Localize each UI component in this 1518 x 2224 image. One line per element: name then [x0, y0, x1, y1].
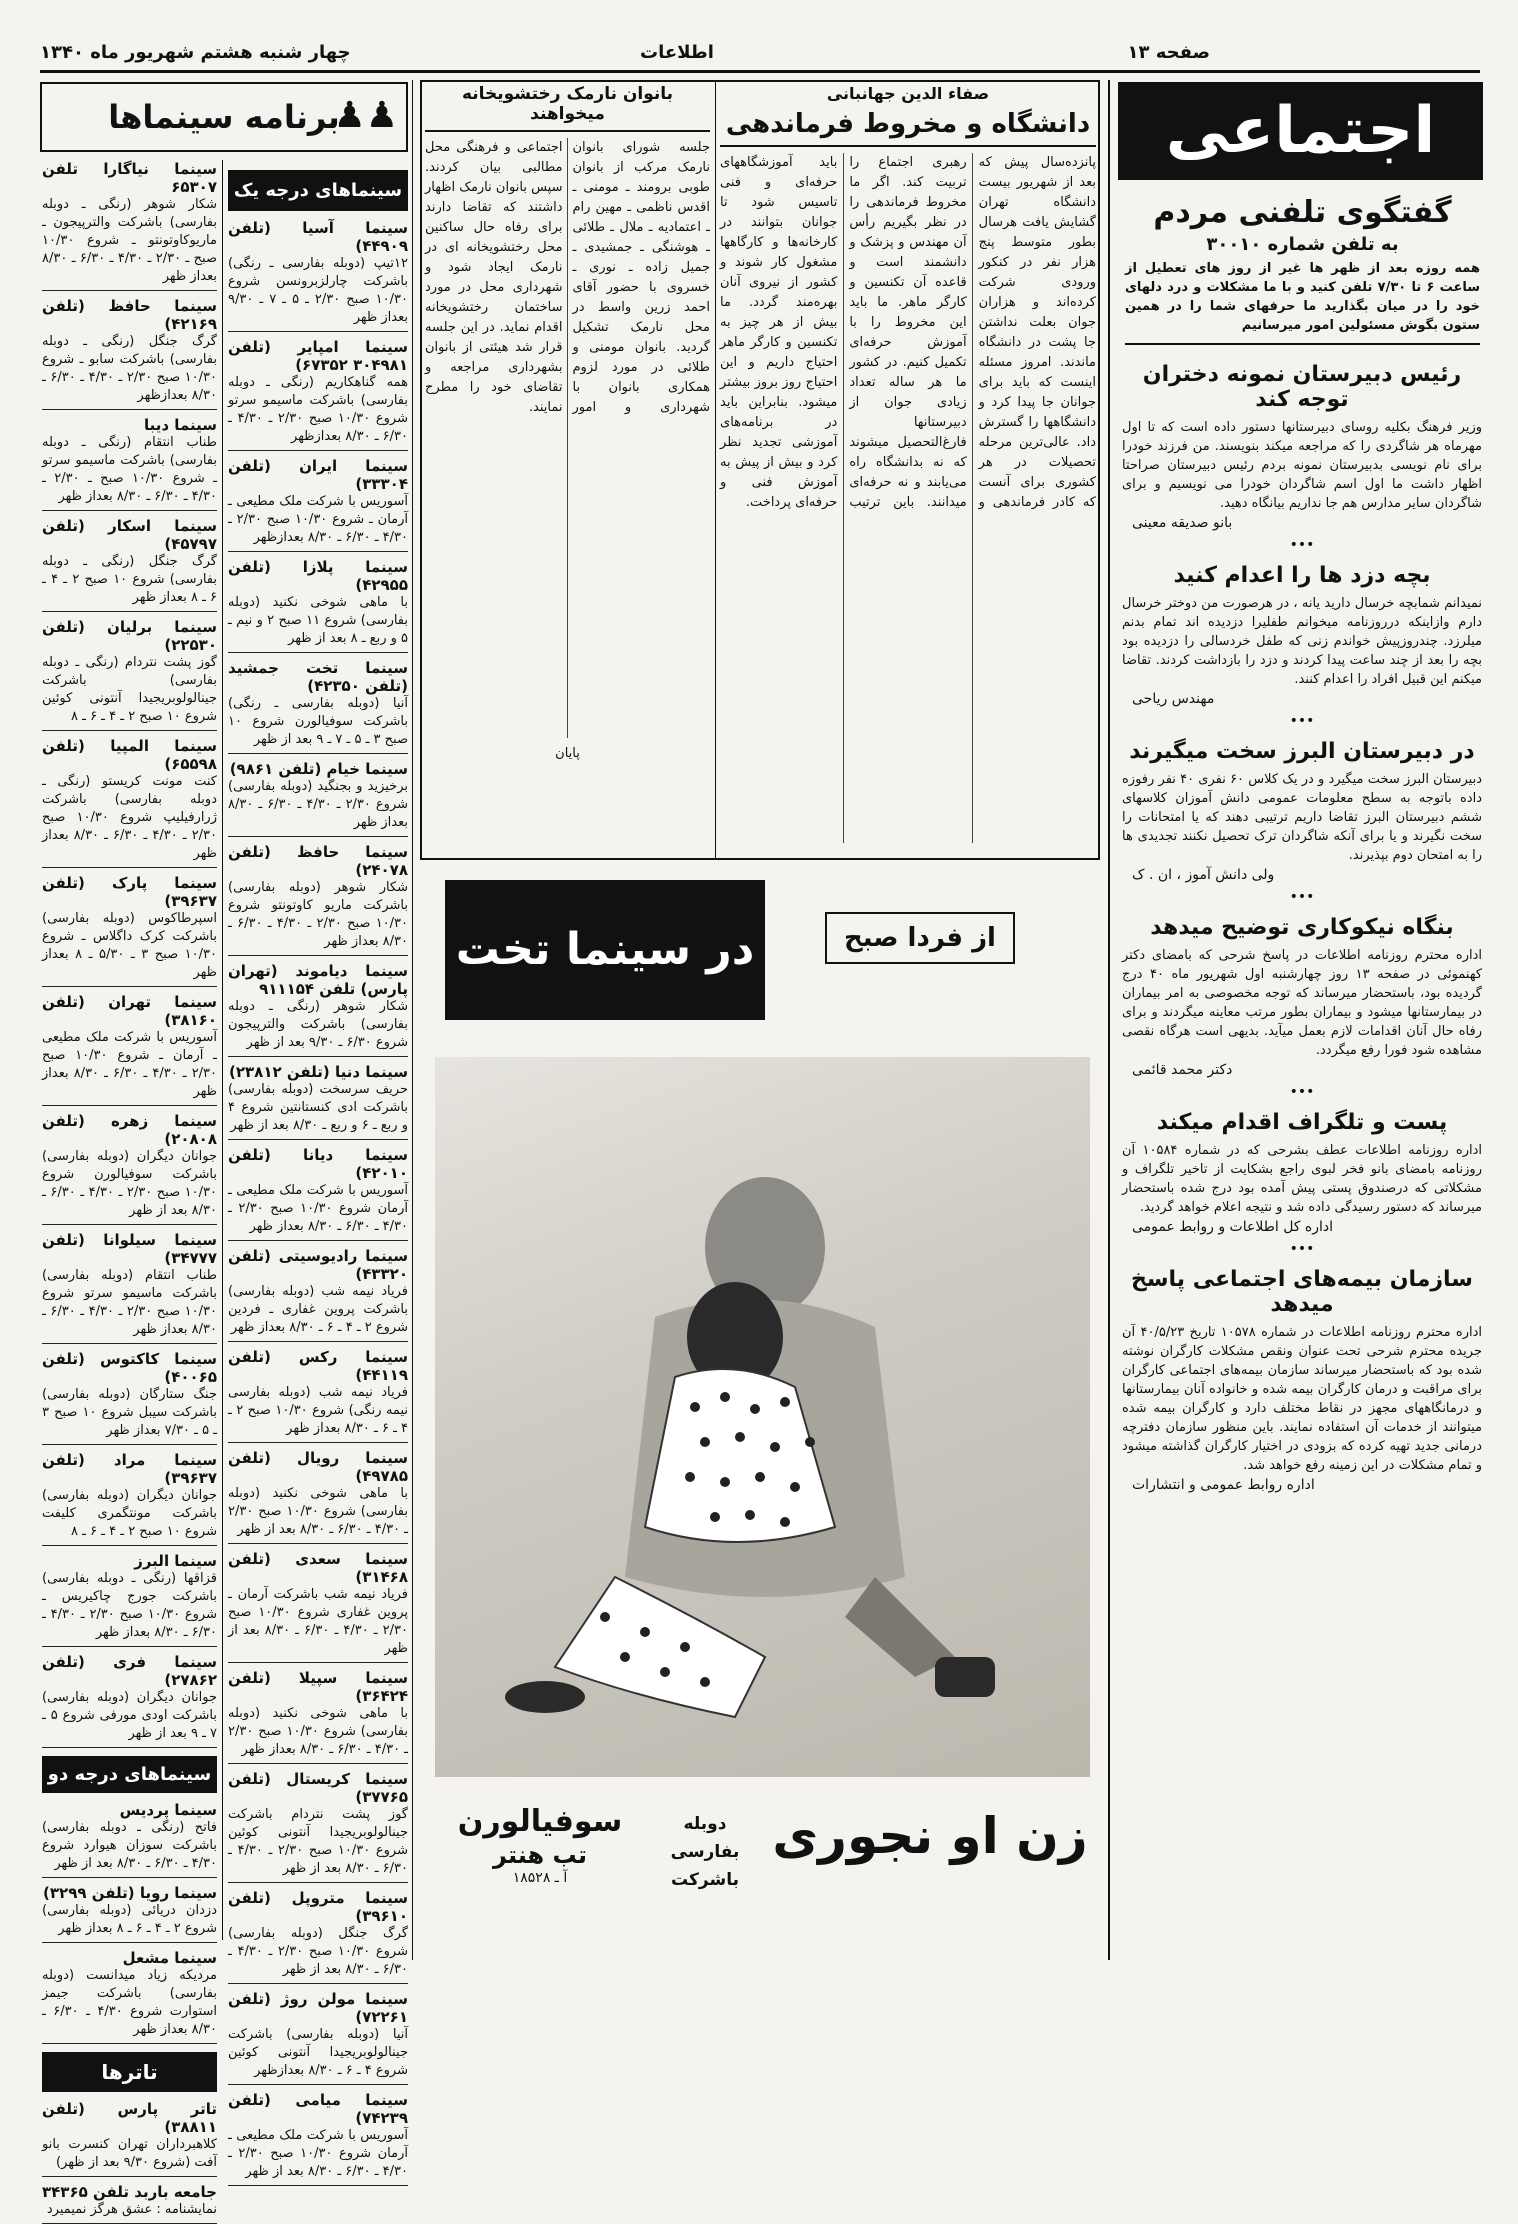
cinema-list	[42, 160, 217, 1748]
cinema-entry	[42, 737, 217, 868]
cinema-name: سینما برلیان (تلفن ۲۲۵۳۰)	[42, 618, 217, 654]
right-col-divider	[1108, 80, 1110, 1960]
cinema-name: سینما دیاموند (تهران پارس) تلفن ۹۱۱۱۵۴	[228, 962, 408, 998]
left-col-divider	[412, 80, 413, 1960]
cinema-entry	[228, 659, 408, 754]
cinema-name: سینما رویال (تلفن ۴۹۷۸۵)	[228, 1449, 408, 1485]
cinema-program: فریاد نیمه شب (دوبله بفارسی نیمه رنگی) شروع ۱۰/۳۰ صبح ۲ ـ ۴ ـ ۶ ـ ۸/۳۰ بعداز ظهر	[228, 1385, 408, 1436]
ad-studio: تب هنتر	[493, 1841, 587, 1869]
cinema-program: جنگ ستارگان (دوبله بفارسی) باشرکت سیبل شروع ۱۰ صبح ۳ ـ ۵ ـ ۷/۳۰ بعداز ظهر	[42, 1387, 217, 1438]
cinema-entry	[228, 219, 408, 332]
cinema-program: همه گناهکاریم (رنگی ـ دوبله بفارسی) باشرکت ماسیمو سرتو شروع ۱۰/۳۰ صبح ۲/۳۰ ـ ۴/۳۰ ـ ۶/۳۰ ـ ۸/۳۰ بعدازظهر	[228, 375, 408, 444]
cinema-program: حریف سرسخت (دوبله بفارسی) باشرکت ادی کنستانتین شروع ۴ و ربع ـ ۶ و ربع ـ ۸/۳۰ بعد از ظهر	[228, 1082, 408, 1133]
letter-2	[1122, 563, 1482, 707]
cinema-name: سینما متروپل (تلفن ۳۹۶۱۰)	[228, 1889, 408, 1925]
cinema-entry	[228, 1770, 408, 1883]
cinema-entry	[228, 558, 408, 653]
cinema-name: سینما سیلوانا (تلفن ۳۴۷۷۷)	[42, 1231, 217, 1267]
first-class-header: سینماهای درجه یک	[228, 170, 408, 211]
cinema-name: سینما دنیا (تلفن ۲۳۸۱۲)	[229, 1063, 408, 1081]
issue-date: چهار شنبه هشتم شهریور ماه ۱۳۴۰	[40, 42, 351, 63]
cinema-entry	[42, 1801, 217, 1878]
letter-6-title: سازمان بیمه‌های اجتماعی پاسخ میدهد	[1131, 1267, 1473, 1317]
cinema-name: سینما میامی (تلفن ۷۴۲۳۹)	[228, 2091, 408, 2127]
cinema-program: آنیا (دوبله بفارسی ـ رنگی) باشرکت سوفیالورن شروع ۱۰ صبح ۳ ـ ۵ ـ ۷ ـ ۹ بعد از ظهر	[228, 696, 408, 747]
cinema-first-class	[228, 160, 409, 2179]
cinema-name: سینما سپیلا (تلفن ۳۶۴۲۴)	[228, 1669, 408, 1705]
cinema-program: کنت مونت کریستو (رنگی ـ دوبله بفارسی) باشرکت ژرارفیلیپ شروع ۱۰/۳۰ صبح ۲/۳۰ ـ ۴/۳۰ ـ ۶/۳۰ ـ ۸/۳۰ بعداز ظهر	[42, 774, 218, 861]
theaters-list	[42, 2100, 217, 2224]
cinema-entry	[228, 1550, 408, 1663]
cinema-entry	[42, 160, 217, 291]
letter-6	[1122, 1267, 1482, 1493]
cinema-program: گوز پشت نتردام باشرکت جینالولوبریجیدا آنتونی کوئین شروع ۱۰/۳۰ صبح ۲/۳۰ ـ ۴/۳۰ ـ ۶/۳۰ ـ ۸/۳۰ بعد از ظهر	[228, 1807, 408, 1876]
letter-5-signature: اداره کل اطلاعات و روابط عمومی	[1132, 1219, 1334, 1235]
cinema-name: سینما ایران (تلفن ۳۳۳۰۴)	[228, 457, 408, 493]
article-university-title: دانشگاه و مخروط فرماندهی	[720, 109, 1096, 147]
cinema-entry	[228, 1990, 408, 2085]
cinema-name: سینما کریستال (تلفن ۳۷۷۶۵)	[228, 1770, 408, 1806]
ad-code: آ ـ ۱۸۵۲۸	[512, 1870, 568, 1886]
cinema-entry	[42, 1112, 217, 1225]
article-university-body: پانزده‌سال پیش که بعد از شهریور بیست دانشگاه تهران گشایش یافت هرسال بطور متوسط پنج هزار نفر در کنکور ورودی شرکت کرده‌اند و هزاران جوان بعلت نداشتن جا پشت در دانشگاه ماندند. امروز مسئله اینست که باید برای جوانان جا پیدا کرد و دانشگاهها را گسترش داد. عالی‌ترین مرحله تحصیلات در هر کشوری برای آنست که کادر فرماندهی و رهبری اجتماع را تربیت کند. اگر ما مخروط فرماندهی را در نظر بگیریم رأس آن مهندس و پزشک و دانشمند است و قاعده آن تکنسین و کارگر ماهر. ما باید این مخروط را با آموزش حرفه‌ای تکمیل کنیم. در کشور ما هر ساله تعداد زیادی جوان از دبیرستانها فارغ‌التحصیل میشوند که نه بدانشگاه راه می‌یابند و نه حرفه‌ای میدانند. باین ترتیب باید آموزشگاههای حرفه‌ای و فنی تاسیس شود تا جوانان بتوانند در کارخانه‌ها و کارگاهها مشغول کار شوند و کشور از نیروی آنان بهره‌مند گردد. ما بیش از هر چیز به تکنسین و کارگر ماهر احتیاج داریم و این احتیاج روز بروز بیشتر میشود. بنابراین باید در برنامه‌های آموزشی تجدید نظر کرد و بیش از پیش به آموزش فنی و حرفه‌ای پرداخت.	[720, 155, 1096, 510]
cinema-list-left	[42, 160, 218, 2217]
letter-3-body: دبیرستان البرز سخت میگیرد و در یک کلاس ۶۰ نفری ۴۰ نفر رفوزه داده باتوجه به سطح معلومات عمومی دانش آموزان کلاسهای ششم دبیرستان البرز تقاضا داریم ترتیبی دهند که یا امتحانات را سخت نگیرند و یا برای آنکه شاگردان ترک تحصیل نکنند تجدیدی ها را به امتحان دوم بپذیرند.	[1122, 772, 1482, 863]
cinema-program: جوانان دیگران (دوبله بفارسی) باشرکت سوفیالورن شروع ۱۰/۳۰ صبح ۲/۳۰ ـ ۴/۳۰ ـ ۶/۳۰ ـ ۸/۳۰ بعد از ظهر	[42, 1149, 217, 1218]
cinema-entry	[42, 1653, 217, 1748]
ad-dubbed	[650, 1810, 760, 1890]
second-class-list	[42, 1801, 217, 2044]
letter-1	[1122, 362, 1482, 531]
second-class-header: سینماهای درجه دو	[42, 1756, 217, 1793]
ad-with-label: باشرکت	[671, 1870, 739, 1890]
cinema-name: سینما سعدی (تلفن ۳۱۴۶۸)	[228, 1550, 408, 1586]
article-narmak-body: جلسه شورای بانوان نارمک مرکب از بانوان طوبی برومند ـ مومنی ـ اقدس ناظمی ـ مهین رام ـ اعتمادیه ـ ملال ـ طلائی ـ هوشنگی ـ جمشیدی ـ جمیل زاده ـ نوری ـ خسروی با حضور آقای احمد زرین واسط در محل نارمک تشکیل گردید. بانوان مومنی و طلائی در مورد لزوم همکاری بانوان با شهرداری و امور اجتماعی و فرهنگی محل مطالبی بیان کردند. سپس بانوان نارمک اظهار داشتند که تقاضا دارند برای رفاه حال ساکنین محل رختشویخانه ای در نارمک ایجاد شود و شهرداری محل در مورد ساختمان رختشویخانه اقدام نماید. در این جلسه قرار شد هیئتی از بانوان بشهرداری مراجعه و تقاضای خود را مطرح نمایند.	[424, 140, 710, 415]
letter-4-body: اداره محترم روزنامه اطلاعات در پاسخ شرحی که بامضای دکتر کهنموئی در صفحه ۱۳ روز چهارشنبه اول شهریور ماه ۴۰ درج گردیده بود، باستحضار میرساند که توجه مخصوصی به امر بیماران در بیمارستانها میشود و بیماران بطور مرتب معاینه میگردند و برای رفاه حال آنان اقدامات لازم بعمل میآید. بدیهی است هرگاه نقصی مشاهده شود فورا رفع میگردد.	[1122, 948, 1483, 1058]
cinema-name: سینما رویا (تلفن ۳۲۹۹)	[43, 1884, 217, 1902]
cinema-name: سینما رادیوسیتی (تلفن ۴۳۳۲۰)	[228, 1247, 408, 1283]
cinema-entry	[228, 457, 408, 552]
letters-column: رئیس دبیرستان نمونه دختران توجه کند وزیر فرهنگ بکلیه روسای دبیرستانها دستور داده است که تا اول مهرماه هر شاگردی را که مراجعه میکند بنویسند. من فرزند خودرا برای نام نویسی بدبیرستان نمونه بردم رئیس دبیرستان صراحتا اظهار داشت ما اول اسم شاگردان خودرا می نویسیم و برای شاگردان سایر مدارس هم جا نداریم بیانگاه دهید. بانو صدیقه معینی ••• بچه دزد ها را اعدام کنید نمیدانم شمابچه خرسال دارید یانه ، در هرصورت من دوختر خرسال دارم وازاینکه درروزنامه میخوانم طفلیرا دزدیده اند تمام بدنم میلرزد. چندروزپیش خواندم زنی که طفل خردسالی را دزدیده بود بچه را بعد از چند ساعت پیدا کردند و دزد را بازداشت کردند. تقاضا میکنم این قبیل افراد را اعدام کنند. مهندس ریاحی ••• در دبیرستان البرز سخت میگیرند دبیرستان البرز سخت میگیرد و در یک کلاس ۶۰ نفری ۴۰ نفر رفوزه داده باتوجه به سطح معلومات عمومی دانش آموزان کلاسهای ششم دبیرستان البرز تقاضا داریم ترتیبی دهند که یا امتحانات را سخت نگیرند و یا برای آنکه شاگردان ترک تحصیل نکنند تجدیدی ها را به امتحان دوم بپذیرند. ولی دانش آموز ، ان . ک ••• بنگاه نیکوکاری توضیح میدهد اداره محترم روزنامه اطلاعات در پاسخ شرحی که بامضای دکتر کهنموئی در صفحه ۱۳ روز چهارشنبه اول شهریور ماه ۴۰ درج گردیده بود، باستحضار میرساند که توجه مخصوصی به امر بیماران در بیمارستانها میشود و بیماران بطور مرتب معاینه میگردند و برای رفاه حال آنان اقدامات لازم بعمل میآید. بدیهی است هرگاه نقصی مشاهده شود فورا رفع میگردد. دکتر محمد قائمی ••• پست و تلگراف اقدام میکند اداره روزنامه اطلاعات عطف بشرحی که در شماره ۱۰۵۸۴ آن روزنامه بامضای بانو فخر لبوی راجع بشکایت از تاخیر تلگراف و مشکلاتی که درصندوق پستی پیش آمده بود درج شده باستحضار میرساند که دستور رسیدگی داده شد و نتیجه اعلام خواهد گردید. اداره کل اطلاعات و روابط عمومی ••• سازمان بیمه‌های اجتماعی پاسخ میدهد اداره محترم روزنامه اطلاعات در شماره ۱۰۵۷۸ تاریخ ۴۰/۵/۲۳ آن جریده محترم شرحی تحت عنوان ونقص مشکلات کارگران نوشته شده بود که باستحضار میرساند سازمان بیمه‌های اجتماعی کارگران برای مراقبت و درمان کارگران بیمه شده و خانواده آنان بیمارستانها و درمانگاههای مجهز در نقاط مختلف دارد و کارگران بیمه شده میتوانند از خدمات آن استفاده نمایند. باین منظور سازمان دفترچه درمانی جدید تهیه کرده که بزودی در اختیار کارگران گذاشته میشود و تمام مشکلات در این زمینه رفع خواهد شد. اداره روابط عمومی و انتشارات	[1122, 362, 1483, 1493]
cinema-program: با ماهی شوخی نکنید (دوبله بفارسی) شروع ۱۰/۳۰ صبح ۲/۳۰ ـ ۴/۳۰ ـ ۶/۳۰ ـ ۸/۳۰ بعداز ظهر	[228, 1706, 408, 1757]
ad-cinema-name: در سینما تخت	[455, 924, 755, 975]
cinema-program: طناب انتقام (رنگی ـ دوبله بفارسی) باشرکت ماسیمو سرتو ـ شروع ۱۰/۳۰ صبح ـ ۲/۳۰ ـ ۴/۳۰ ـ ۶/۳۰ ـ ۸/۳۰ بعداز ظهر	[42, 435, 217, 504]
cinema-program: فاتح (رنگی ـ دوبله بفارسی) باشرکت سوزان هیوارد شروع ۴/۳۰ ـ ۶/۳۰ ـ ۸/۳۰ بعد از ظهر	[42, 1820, 217, 1871]
cinema-entry	[228, 1669, 408, 1764]
letter-3-signature: ولی دانش آموز ، ان . ک	[1132, 867, 1275, 883]
cinema-name: سینما دیبا	[144, 416, 217, 434]
cinema-program: آسوریس با شرکت ملک مطیعی ـ آرمان شروع ۱۰/۳۰ صبح ۲/۳۰ ـ ۴/۳۰ ـ ۶/۳۰ ـ ۸/۳۰ بعداز ظهر	[228, 1183, 408, 1234]
masthead-rule	[40, 70, 1480, 73]
cinema-program: گرگ جنگل (رنگی ـ دوبله بفارسی) باشرکت سابو ـ شروع ۱۰/۳۰ صبح ۲/۳۰ ـ ۴/۳۰ ـ ۶/۳۰ ـ ۸/۳۰ بعدازظهر	[42, 334, 217, 403]
paper-name: اطلاعات	[640, 42, 714, 63]
ad-cinema-banner	[445, 880, 765, 1020]
theaters-header: تاترها	[42, 2052, 217, 2092]
cinema-name: سینما مولن روژ (تلفن ۷۲۲۶۱)	[228, 1990, 408, 2026]
article-end: پایان	[555, 746, 580, 761]
cinema-program: شکار شوهر (رنگی ـ دوبله بفارسی) باشرکت والترپیجون ـ ماریوکاوتونتو ـ شروع ۱۰/۳۰ صبح ـ ۲/۳۰ ـ ۴/۳۰ ـ ۶/۳۰ ـ ۸/۳۰ بعداز ظهر	[42, 197, 217, 284]
cinema-entry	[228, 2091, 408, 2186]
letter-5-title: پست و تلگراف اقدام میکند	[1156, 1110, 1448, 1135]
cinema-entry	[42, 416, 217, 511]
cinema-name: سینما مشعل	[122, 1949, 217, 1967]
cinema-program: آسوریس با شرکت ملک مطیعی ـ آرمان ـ شروع ۱۰/۳۰ صبح ۲/۳۰ ـ ۴/۳۰ ـ ۶/۳۰ ـ ۸/۳۰ بعدازظهر	[228, 494, 409, 545]
phone-box	[1125, 195, 1480, 345]
cinema-program: شکار شوهر (دوبله بفارسی) باشرکت ماریو کاوتونتو شروع ۱۰/۳۰ صبح ۲/۳۰ ـ ۴/۳۰ ـ ۶/۳۰ ـ ۸/۳۰ بعداز ظهر	[228, 880, 409, 949]
audience-icon: ♟♟	[333, 95, 398, 136]
phone-number: به تلفن شماره ۳۰۰۱۰	[1206, 234, 1399, 255]
cinema-program: جوانان دیگران (دوبله بفارسی) باشرکت اودی مورفی شروع ۵ ـ ۷ ـ ۹ بعد از ظهر	[42, 1690, 217, 1741]
couple-illustration	[435, 1057, 1090, 1777]
cinema-entry	[42, 993, 217, 1106]
cinema-program: دزدان دریائی (دوبله بفارسی) شروع ۲ ـ ۴ ـ ۶ ـ ۸ بعداز ظهر	[42, 1903, 217, 1936]
cinema-entry	[42, 297, 217, 410]
cinema-entry	[228, 1063, 408, 1140]
cinema-name: سینما تهران (تلفن ۳۸۱۶۰)	[42, 993, 217, 1029]
banner-text: اجتماعی	[1165, 94, 1436, 168]
letter-4-signature: دکتر محمد قائمی	[1132, 1062, 1233, 1078]
cinema-entry	[42, 2100, 217, 2177]
cinema-name: سینما خیام (تلفن ۹۸۶۱)	[229, 760, 408, 778]
letter-1-body: وزیر فرهنگ بکلیه روسای دبیرستانها دستور داده است که تا اول مهرماه هر شاگردی را که مراجعه میکند بنویسند. من فرزند خودرا برای نام نویسی بدبیرستان نمونه بردم رئیس دبیرستان صراحتا اظهار داشت ما اول اسم شاگردان خودرا می نویسیم و برای شاگردان سایر مدارس هم جا نداریم بیانگاه دهید.	[1122, 420, 1482, 511]
first-class-list	[228, 219, 408, 2186]
cinema-entry	[42, 1350, 217, 1445]
cinema-entry	[228, 338, 408, 451]
cinema-entry	[42, 1884, 217, 1943]
cinema-name: سینما آسیا (تلفن ۴۴۹۰۹)	[228, 219, 408, 255]
cinema-program: گرگ جنگل (رنگی ـ دوبله بفارسی) شروع ۱۰ صبح ۲ ـ ۴ ـ ۶ ـ ۸ بعداز ظهر	[42, 554, 217, 605]
cinema-program: با ماهی شوخی نکنید (دوبله بفارسی) شروع ۱۰/۳۰ صبح ۲/۳۰ ـ ۴/۳۰ ـ ۶/۳۰ ـ ۸/۳۰ بعد از ظهر	[228, 1486, 408, 1537]
cinema-name: سینما کاکتوس (تلفن ۴۰۰۶۵)	[42, 1350, 217, 1386]
cinema-entry	[228, 1348, 408, 1443]
movie-ad	[425, 872, 1100, 1902]
cinema-entry	[228, 1247, 408, 1342]
cinema-program: آسوریس با شرکت ملک مطیعی ـ آرمان ـ شروع ۱۰/۳۰ صبح ۲/۳۰ ـ ۴/۳۰ ـ ۶/۳۰ ـ ۸/۳۰ بعداز ظهر	[42, 1030, 218, 1099]
cinema-name: تاتر پارس (تلفن ۳۸۸۱۱)	[42, 2100, 217, 2136]
cinema-program: برخیزید و بجنگید (دوبله بفارسی) شروع ۲/۳۰ ـ ۴/۳۰ ـ ۶/۳۰ ـ ۸/۳۰ بعداز ظهر	[228, 779, 409, 830]
cinema-program: ۱۲تیپ (دوبله بفارسی ـ رنگی) باشرکت چارلزبرونسن شروع ۱۰/۳۰ صبح ۲/۳۰ ـ ۵ ـ ۷ ـ ۹/۳۰ بعداز ظهر	[228, 256, 408, 325]
cinema-name: سینما حافظ (تلفن ۲۴۰۷۸)	[228, 843, 408, 879]
cinema-name: سینما نیاگارا تلفن ۶۵۳۰۷	[42, 160, 217, 196]
cinema-program: مردیکه زیاد میدانست (دوبله بفارسی) باشرکت جیمز استوارت شروع ۴/۳۰ ـ ۶/۳۰ ـ ۸/۳۰ بعداز ظهر	[42, 1968, 217, 2037]
ad-movie-title: زن او نجوری	[772, 1807, 1088, 1865]
cinema-program: جوانان دیگران (دوبله بفارسی) باشرکت مونتگمری کلیفت شروع ۱۰ صبح ۲ ـ ۴ ـ ۶ ـ ۸	[42, 1488, 217, 1539]
letter-4	[1122, 915, 1482, 1078]
cinema-entry	[228, 962, 408, 1057]
cinema-entry	[42, 1552, 217, 1647]
cinema-entry	[42, 874, 217, 987]
cinema-program: فریاد نیمه شب (دوبله بفارسی) باشرکت پروین غفاری ـ فردین شروع ۲ ـ ۴ ـ ۶ ـ ۸/۳۰ بعداز ظهر	[228, 1284, 408, 1335]
letter-2-signature: مهندس ریاحی	[1132, 691, 1215, 707]
middle-article-divider	[715, 82, 716, 858]
cinema-name: سینما اسکار (تلفن ۴۵۷۹۷)	[42, 517, 217, 553]
letter-2-body: نمیدانم شمابچه خرسال دارید یانه ، در هرصورت من دوختر خرسال دارم وازاینکه درروزنامه میخوانم طفلیرا دزدیده اند تمام بدنم میلرزد. چندروزپیش خواندم زنی که طفل خردسالی را دزدیده بود بچه را بعد از چند ساعت پیدا کردند و دزد را بازداشت کردند. تقاضا میکنم این قبیل افراد را اعدام کنند.	[1122, 596, 1482, 687]
cinema-program: آنیا (دوبله بفارسی) باشرکت جینالولوبریجیدا آنتونی کوئین شروع ۴ ـ ۶ ـ ۸/۳۰ بعدازظهر	[228, 2027, 408, 2078]
ad-dubbed-label: دوبله بفارسی	[670, 1814, 740, 1862]
ad-from-tomorrow-box	[825, 912, 1015, 964]
cinema-entry	[228, 760, 408, 837]
article-narmak	[425, 84, 710, 854]
cinema-entry	[42, 618, 217, 731]
cinema-program: با ماهی شوخی نکنید (دوبله بفارسی) شروع ۱۱ صبح ۲ و نیم ـ ۵ و ربع ـ ۸ بعد از ظهر	[228, 595, 408, 646]
page-number: صفحه ۱۳	[1127, 42, 1210, 63]
phone-title: گفتگوی تلفنی مردم	[1153, 195, 1452, 230]
cinema-name: سینما پردیس	[119, 1801, 217, 1819]
article-narmak-title: بانوان نارمک رختشویخانه میخواهند	[425, 84, 710, 132]
cinema-name: سینما دیانا (تلفن ۴۲۰۱۰)	[228, 1146, 408, 1182]
letter-2-title: بچه دزد ها را اعدام کنید	[1173, 563, 1431, 588]
cinema-name: سینما زهره (تلفن ۲۰۸۰۸)	[42, 1112, 217, 1148]
cinema-entry	[42, 1231, 217, 1344]
cinema-header-box	[40, 82, 408, 152]
masthead	[40, 36, 1480, 70]
cinema-entry	[42, 517, 217, 612]
cinema-entry	[228, 1449, 408, 1544]
phone-intro: همه روزه بعد از ظهر ها غیر از روز های تعطیل از ساعت ۶ تا ۷/۳۰ تلفن کنید و با ما مشکلات و درد دلهای خود را در میان بگذارید ما حرفهای شما را در همین ستون بگوش مسئولین امور میرسانیم	[1125, 261, 1480, 333]
cinema-name: سینما پارک (تلفن ۳۹۶۳۷)	[42, 874, 217, 910]
ad-star: سوفیالورن	[457, 1804, 623, 1839]
ad-from-tomorrow: از فردا صبح	[844, 923, 996, 953]
cinema-name: سینما تخت جمشید (تلفن ۴۲۳۵۰)	[228, 659, 408, 695]
cinema-entry	[228, 1889, 408, 1984]
cinema-name: سینما البرز	[134, 1552, 217, 1570]
ad-credits	[440, 1804, 640, 1899]
cinema-program: اسپرطاکوس (دوبله بفارسی) باشرکت کرک داگلاس ـ شروع ۱۰/۳۰ صبح ۳ ـ ۵/۳۰ ـ ۸ بعداز ظهر	[42, 911, 217, 980]
social-banner	[1118, 82, 1483, 180]
letter-4-title: بنگاه نیکوکاری توضیح میدهد	[1150, 915, 1454, 940]
letter-3-title: در دبیرستان البرز سخت میگیرند	[1129, 739, 1475, 764]
letter-5-body: اداره روزنامه اطلاعات عطف بشرحی که در شماره ۱۰۵۸۴ آن روزنامه بامضای بانو فخر لبوی راجع بشکایت از تاخیر تلگراف و مشکلاتی که درصندوق پستی پیش آمده بود درج شده باستحضار میرساند که دستور رسیدگی داده شد و نتیجه اعلام خواهد گردید.	[1122, 1143, 1483, 1215]
cinema-name: سینما رکس (تلفن ۴۴۱۱۹)	[228, 1348, 408, 1384]
cinema-entry	[228, 843, 408, 956]
cinema-name: سینما حافظ (تلفن ۴۲۱۶۹)	[42, 297, 217, 333]
letter-1-title: رئیس دبیرستان نمونه دختران توجه کند	[1142, 362, 1462, 412]
cinema-program: طناب انتقام (دوبله بفارسی) باشرکت ماسیمو سرتو شروع ۱۰/۳۰ صبح ۲/۳۰ ـ ۴/۳۰ ـ ۶/۳۰ ـ ۸/۳۰ بعداز ظهر	[42, 1268, 217, 1337]
cinema-name: سینما امپایر (تلفن ۳۰۴۹۸۱ ۶۷۳۵۲)	[228, 338, 408, 374]
letter-6-signature: اداره روابط عمومی و انتشارات	[1132, 1477, 1315, 1493]
cinema-program: شکار شوهر (رنگی ـ دوبله بفارسی) باشرکت والترپیجون شروع ۶/۳۰ ـ ۹/۳۰ بعد از ظهر	[228, 999, 408, 1050]
cinema-entry	[228, 1146, 408, 1241]
cinema-program: نمایشنامه : عشق هرگز نمیمیرد	[46, 2202, 217, 2217]
cinema-subcol-divider	[222, 160, 223, 1940]
letter-5	[1122, 1110, 1482, 1235]
article-byline: صفاء الدین جهانبانی	[826, 84, 990, 103]
letter-6-body: اداره محترم روزنامه اطلاعات در شماره ۱۰۵۷۸ تاریخ ۴۰/۵/۲۳ آن جریده محترم شرحی تحت عنوان ونقص مشکلات کارگران نوشته شده بود که باستحضار میرساند سازمان بیمه‌های اجتماعی کارگران برای مراقبت و درمان کارگران بیمه شده و خانواده آنان بیمارستانها و درمانگاههای مجهز در نقاط مختلف دارد و کارگران بیمه شده میتوانند از خدمات آن استفاده نمایند. باین منظور سازمان دفترچه درمانی جدید تهیه کرده که بزودی در اختیار کارگران گذاشته میشود و تمام مشکلات در این زمینه رفع خواهد شد.	[1122, 1325, 1483, 1473]
cinema-header: برنامه سینماها	[108, 98, 340, 136]
cinema-entry	[42, 2183, 217, 2224]
cinema-name: جامعه باربد تلفن ۳۴۳۶۵	[42, 2183, 217, 2201]
cinema-name: سینما فری (تلفن ۲۷۸۶۲)	[42, 1653, 217, 1689]
ad-photo	[435, 1057, 1090, 1777]
cinema-entry	[42, 1451, 217, 1546]
letter-1-signature: بانو صدیقه معینی	[1132, 515, 1233, 531]
article-university	[720, 84, 1096, 854]
cinema-program: گوز پشت نتردام (رنگی ـ دوبله بفارسی) باشرکت جینالولوبریجیدا آنتونی کوئین شروع ۱۰ صبح ۲ ـ ۴ ـ ۶ ـ ۸	[42, 655, 217, 724]
letter-3	[1122, 739, 1482, 883]
cinema-program: آسوریس با شرکت ملک مطیعی ـ آرمان شروع ۱۰/۳۰ صبح ۲/۳۰ ـ ۴/۳۰ ـ ۶/۳۰ ـ ۸/۳۰ بعد از ظهر	[228, 2128, 408, 2179]
cinema-entry	[42, 1949, 217, 2044]
cinema-program: گرگ جنگل (دوبله بفارسی) شروع ۱۰/۳۰ صبح ۲/۳۰ ـ ۴/۳۰ ـ ۶/۳۰ ـ ۸/۳۰ بعد از ظهر	[228, 1926, 408, 1977]
cinema-name: سینما المپیا (تلفن ۶۵۵۹۸)	[42, 737, 217, 773]
cinema-program: کلاهبرداران تهران کنسرت بانو آفت (شروع ۹/۳۰ بعد از ظهر)	[42, 2137, 217, 2170]
cinema-name: سینما پلازا (تلفن ۴۲۹۵۵)	[228, 558, 408, 594]
cinema-program: قزاقها (رنگی ـ دوبله بفارسی) باشرکت جورج چاکیریس ـ شروع ۱۰/۳۰ صبح ۲/۳۰ ـ ۴/۳۰ ـ ۶/۳۰ ـ ۸/۳۰ بعداز ظهر	[42, 1571, 218, 1640]
cinema-name: سینما مراد (تلفن ۳۹۶۳۷)	[42, 1451, 217, 1487]
cinema-program: فریاد نیمه شب باشرکت آرمان ـ پروین غفاری شروع ۱۰/۳۰ صبح ۲/۳۰ ـ ۴/۳۰ ـ ۶/۳۰ ـ ۸/۳۰ بعد از ظهر	[228, 1587, 408, 1656]
